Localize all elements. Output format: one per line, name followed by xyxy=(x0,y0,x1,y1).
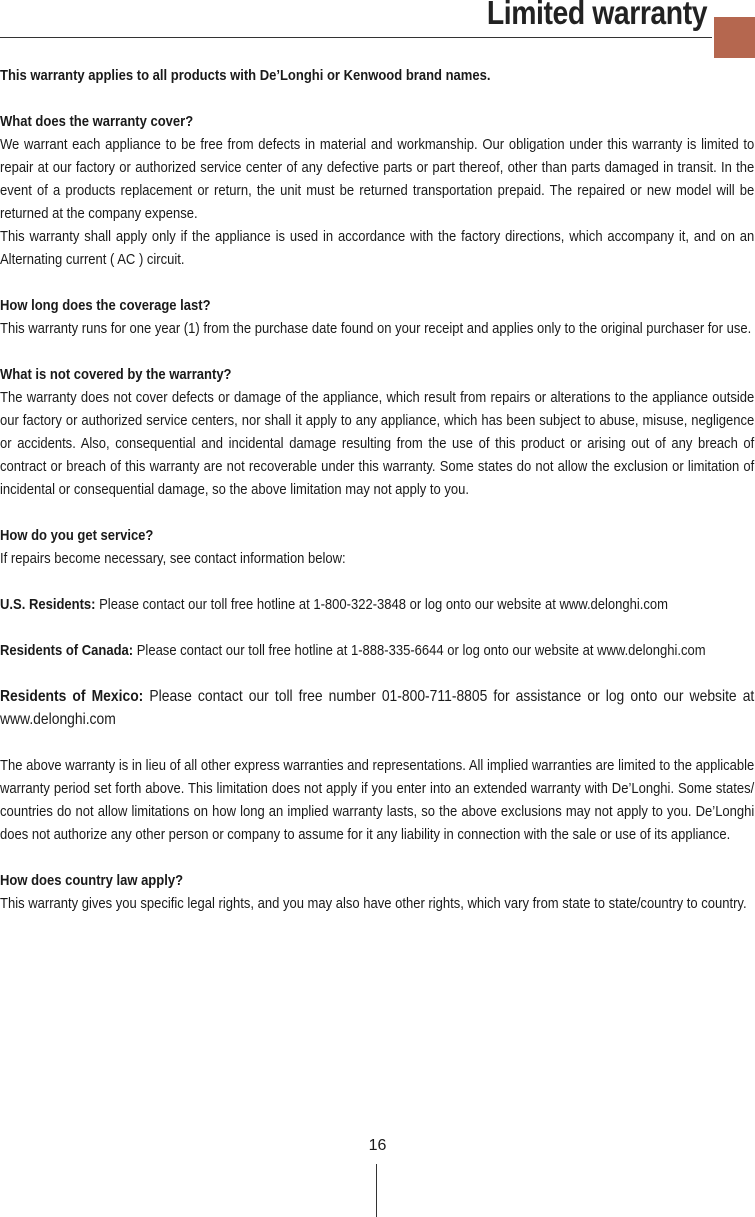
us-residents-label: U.S. Residents: xyxy=(0,596,96,613)
page-title: Limited warranty xyxy=(486,0,707,31)
mexico-residents-text: Please contact our toll free number 01-800-711-8805 for assistance or log onto our website at www.delonghi.com xyxy=(0,688,755,728)
footer-line xyxy=(376,1164,377,1217)
mexico-residents xyxy=(0,685,754,731)
page-number: 16 xyxy=(368,1137,387,1154)
canada-residents-text: Please contact our toll free hotline at 1-888-335-6644 or log onto our website at www.delonghi.com xyxy=(133,642,706,659)
paragraph-cover-1: We warrant each appliance to be free from defects in material and workmanship. Our obligation under this warranty is limited to repair at our factory or authorized service center of any defective parts or part thereof, other than parts damaged in transit. In the event of a products replacement or return, the unit must be returned transportation prepaid. The repaired or new model will be returned at the company expense. xyxy=(0,136,755,222)
heading-cover: What does the warranty cover? xyxy=(0,113,194,130)
us-residents-text: Please contact our toll free hotline at 1-800-322-3848 or log onto our website at www.delonghi.com xyxy=(95,596,669,613)
paragraph-not-covered: The warranty does not cover defects or damage of the appliance, which result from repairs or alterations to the appliance outside our factory or authorized service centers, nor shall it apply to any appliance, which has been subject to abuse, misuse, negligence or accidents. Also, consequential and incidental damage resulting from the use of this product or arising out of any breach of contract or breach of this warranty are not recoverable under this warranty. Some states do not allow the exclusion or limitation of incidental or consequential damage, so the above limitation may not apply to you. xyxy=(0,389,755,498)
heading-coverage: How long does the coverage last? xyxy=(0,297,211,314)
paragraph-lieu: The above warranty is in lieu of all other express warranties and representations. All implied warranties are limited to the applicable warranty period set forth above. This limitation does not apply if you enter into an extended warranty with De’Longhi. Some states/ countries do not allow limitations on how long an implied warranty lasts, so the above exclusions may not apply to you. De’Longhi does not authorize any other person or company to assume for it any liability in connection with the sale or use of its appliance. xyxy=(0,757,755,843)
canada-residents-label: Residents of Canada: xyxy=(0,642,134,659)
mexico-residents-label: Residents of Mexico: xyxy=(0,688,144,705)
paragraph-cover-2: This warranty shall apply only if the appliance is used in accordance with the factory directions, which accompany it, and on an Alternating current ( AC ) circuit. xyxy=(0,228,755,268)
paragraph-service: If repairs become necessary, see contact information below: xyxy=(0,550,346,567)
us-residents xyxy=(0,593,754,616)
header-rule xyxy=(0,37,712,38)
warranty-text xyxy=(0,64,754,915)
header-tab xyxy=(714,17,755,58)
paragraph-law: This warranty gives you speciﬁc legal rights, and you may also have other rights, which vary from state to state/country to country. xyxy=(0,895,747,912)
heading-service: How do you get service? xyxy=(0,527,154,544)
heading-law: How does country law apply? xyxy=(0,872,184,889)
heading-not-covered: What is not covered by the warranty? xyxy=(0,366,232,383)
intro-text: This warranty applies to all products with De’Longhi or Kenwood brand names. xyxy=(0,67,491,84)
canada-residents xyxy=(0,639,754,662)
paragraph-coverage: This warranty runs for one year (1) from the purchase date found on your receipt and applies only to the original purchaser for use. xyxy=(0,320,752,337)
